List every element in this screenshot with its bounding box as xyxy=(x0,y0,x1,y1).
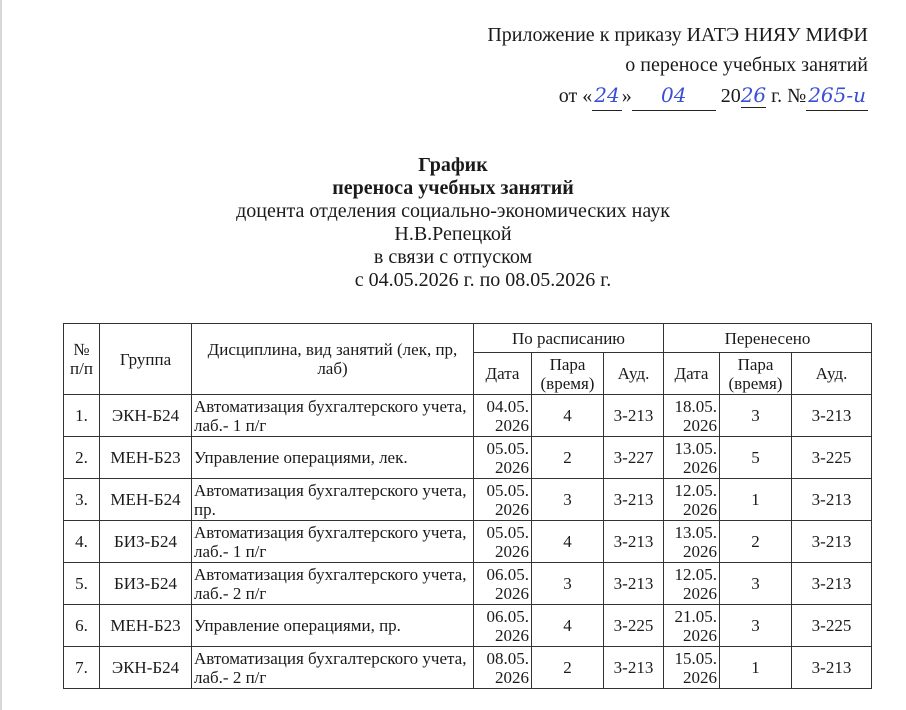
row-room-moved: 3-213 xyxy=(792,395,872,437)
row-pair-moved: 3 xyxy=(720,563,792,605)
row-room-scheduled: 3-225 xyxy=(604,605,664,647)
row-num: 4. xyxy=(64,521,100,563)
title-line-4: Н.В.Репецкой xyxy=(394,223,512,245)
title-line-5: в связи с отпуском xyxy=(373,246,533,268)
row-date-scheduled: 05.05. 2026 xyxy=(474,479,532,521)
header-date-moved: Дата xyxy=(664,353,720,395)
row-pair-scheduled: 4 xyxy=(532,521,604,563)
row-group: БИЗ-Б24 xyxy=(100,521,192,563)
row-discipline: Автоматизация бухгалтерского учета, лаб.- 2 п/г xyxy=(192,563,474,605)
row-pair-moved: 1 xyxy=(720,647,792,689)
title-line-1: График xyxy=(418,154,488,176)
table-row xyxy=(64,563,872,605)
table-row xyxy=(64,479,872,521)
title-line-6: с 04.05.2026 г. по 08.05.2026 г. xyxy=(354,269,612,291)
row-date-moved: 15.05. 2026 xyxy=(664,647,720,689)
row-room-scheduled: 3-213 xyxy=(604,479,664,521)
row-pair-moved: 5 xyxy=(720,437,792,479)
row-room-scheduled: 3-213 xyxy=(604,521,664,563)
row-pair-moved: 3 xyxy=(720,605,792,647)
row-num: 3. xyxy=(64,479,100,521)
handwritten-month: 04 xyxy=(632,80,716,111)
row-num: 6. xyxy=(64,605,100,647)
row-room-moved: 3-213 xyxy=(792,647,872,689)
row-pair-scheduled: 2 xyxy=(532,437,604,479)
schedule-table xyxy=(63,323,872,689)
header-room-scheduled: Ауд. xyxy=(604,353,664,395)
year-prefix: 20 xyxy=(720,85,741,107)
header-date-line xyxy=(487,80,868,111)
row-num: 1. xyxy=(64,395,100,437)
row-room-moved: 3-213 xyxy=(792,563,872,605)
header-date-scheduled: Дата xyxy=(474,353,532,395)
header-moved: Перенесено xyxy=(664,324,872,353)
row-date-scheduled: 06.05. 2026 xyxy=(474,563,532,605)
row-num: 2. xyxy=(64,437,100,479)
row-group: ЭКН-Б24 xyxy=(100,647,192,689)
handwritten-order-number: 265-и xyxy=(806,80,868,111)
row-room-moved: 3-213 xyxy=(792,479,872,521)
date-prefix: от « xyxy=(558,85,593,107)
row-discipline: Управление операциями, лек. xyxy=(192,437,474,479)
row-date-moved: 12.05. 2026 xyxy=(664,479,720,521)
row-room-moved: 3-225 xyxy=(792,605,872,647)
row-num: 5. xyxy=(64,563,100,605)
header-line-1: Приложение к приказу ИАТЭ НИЯУ МИФИ xyxy=(487,24,868,46)
table-row xyxy=(64,647,872,689)
page-edge xyxy=(0,0,2,710)
row-room-moved: 3-225 xyxy=(792,437,872,479)
row-pair-scheduled: 2 xyxy=(532,647,604,689)
title-line-2: переноса учебных занятий xyxy=(332,177,574,199)
row-pair-moved: 2 xyxy=(720,521,792,563)
table-row xyxy=(64,395,872,437)
header-group: Группа xyxy=(100,324,192,395)
row-date-scheduled: 04.05. 2026 xyxy=(474,395,532,437)
row-discipline: Автоматизация бухгалтерского учета, лаб.- 1 п/г xyxy=(192,395,474,437)
row-date-scheduled: 05.05. 2026 xyxy=(474,437,532,479)
row-date-moved: 13.05. 2026 xyxy=(664,437,720,479)
row-room-moved: 3-213 xyxy=(792,521,872,563)
row-pair-moved: 3 xyxy=(720,395,792,437)
row-date-moved: 12.05. 2026 xyxy=(664,563,720,605)
row-pair-scheduled: 4 xyxy=(532,395,604,437)
row-pair-scheduled: 4 xyxy=(532,605,604,647)
row-discipline: Управление операциями, пр. xyxy=(192,605,474,647)
table-row xyxy=(64,521,872,563)
header-pair-moved: Пара (время) xyxy=(720,353,792,395)
document-title xyxy=(0,154,906,292)
handwritten-year: 26 xyxy=(740,83,767,107)
header-num: № п/п xyxy=(64,324,100,395)
row-group: ЭКН-Б24 xyxy=(100,395,192,437)
row-pair-moved: 1 xyxy=(720,479,792,521)
row-date-scheduled: 06.05. 2026 xyxy=(474,605,532,647)
header-line-2: о переносе учебных занятий xyxy=(625,54,868,76)
title-line-3: доцента отделения социально-экономических наук xyxy=(236,200,670,222)
date-close: » xyxy=(621,85,632,107)
row-group: МЕН-Б23 xyxy=(100,437,192,479)
header-room-moved: Ауд. xyxy=(792,353,872,395)
order-appendix-header xyxy=(487,20,868,111)
row-group: МЕН-Б23 xyxy=(100,605,192,647)
header-discipline: Дисциплина, вид занятий (лек, пр, лаб) xyxy=(192,324,474,395)
row-date-scheduled: 08.05. 2026 xyxy=(474,647,532,689)
row-room-scheduled: 3-227 xyxy=(604,437,664,479)
row-date-moved: 18.05. 2026 xyxy=(664,395,720,437)
row-discipline: Автоматизация бухгалтерского учета, лаб.- 2 п/г xyxy=(192,647,474,689)
row-group: БИЗ-Б24 xyxy=(100,563,192,605)
row-discipline: Автоматизация бухгалтерского учета, пр. xyxy=(192,479,474,521)
header-pair-scheduled: Пара (время) xyxy=(532,353,604,395)
year-unit: г. № xyxy=(766,85,807,107)
row-pair-scheduled: 3 xyxy=(532,479,604,521)
row-room-scheduled: 3-213 xyxy=(604,647,664,689)
row-discipline: Автоматизация бухгалтерского учета, лаб.- 1 п/г xyxy=(192,521,474,563)
table-row xyxy=(64,437,872,479)
row-pair-scheduled: 3 xyxy=(532,563,604,605)
handwritten-day: 24 xyxy=(592,80,621,111)
row-date-moved: 13.05. 2026 xyxy=(664,521,720,563)
row-date-moved: 21.05. 2026 xyxy=(664,605,720,647)
row-date-scheduled: 05.05. 2026 xyxy=(474,521,532,563)
table-row xyxy=(64,605,872,647)
row-room-scheduled: 3-213 xyxy=(604,563,664,605)
header-scheduled: По расписанию xyxy=(474,324,664,353)
row-group: МЕН-Б24 xyxy=(100,479,192,521)
row-num: 7. xyxy=(64,647,100,689)
row-room-scheduled: 3-213 xyxy=(604,395,664,437)
